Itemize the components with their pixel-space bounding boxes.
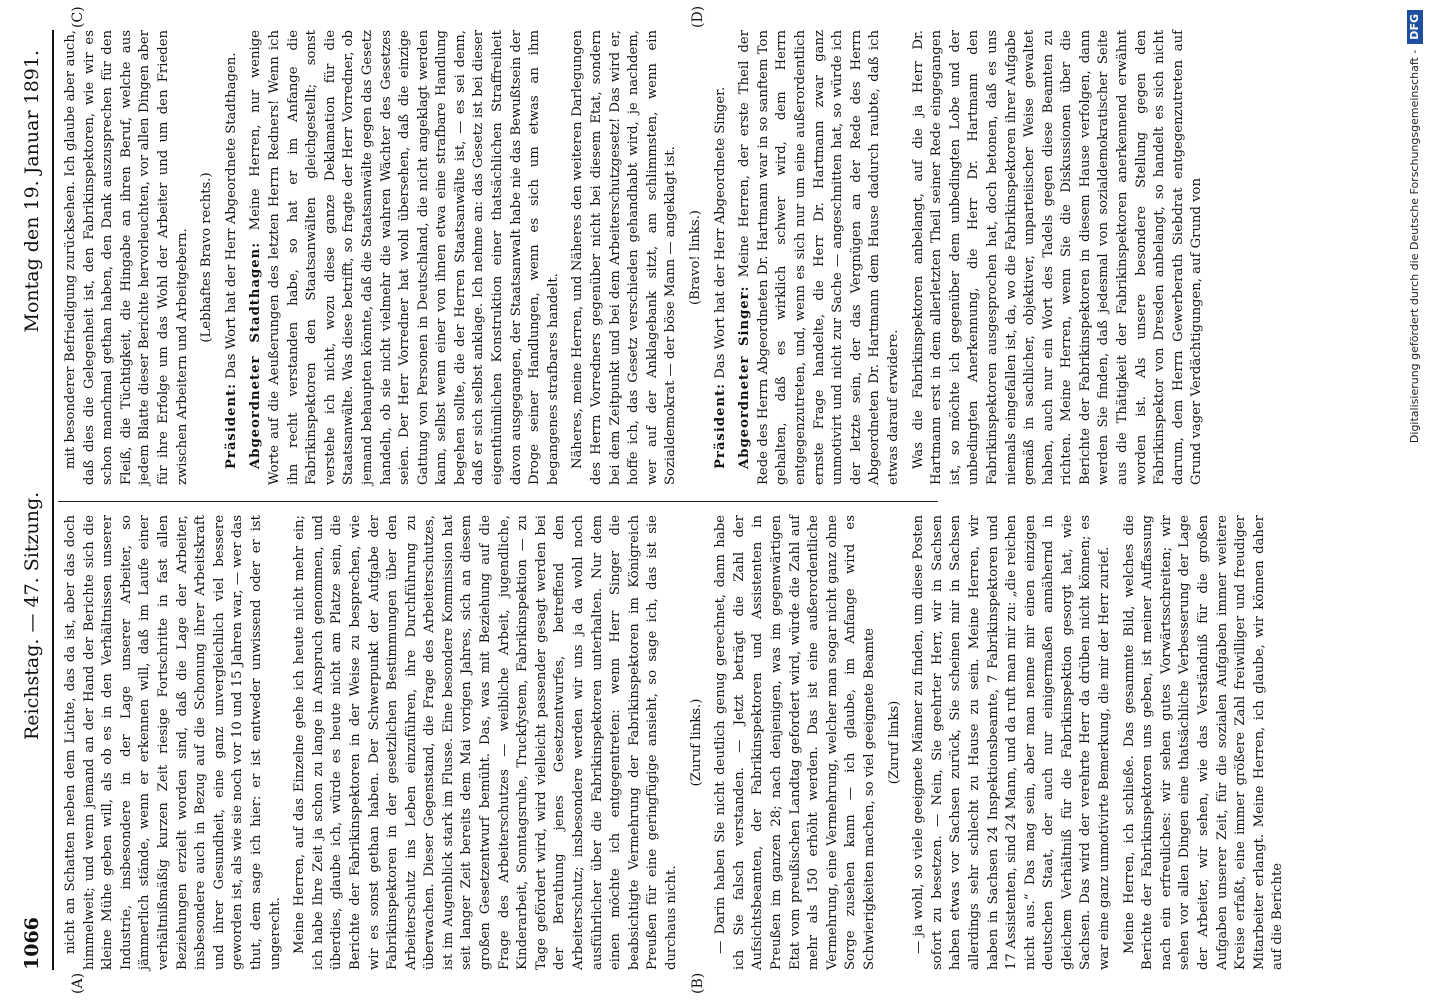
margin-marker-d: (D) [690,5,706,28]
column-divider [58,501,938,502]
paragraph: Näheres, meine Herren, und Näheres den weiteren Darlegungen des Herrn Vorredners gegenüber nicht bei diesem Etat, sondern bei dem Zeitpunkt und bei dem Arbeiterschutzgesetz! Das wird er, hoffe ich, das Gesetz verschieden gehandhabt wird, je nachdem, wer auf der Anklagebank sitzt, am schlimmsten, wenn ein Sozialdemokrat — der böse Mann — angeklagt ist. [570,30,679,485]
digitization-sidebar [1402,10,1428,990]
paragraph: Meine Herren, auf das Einzelne gehe ich heute nicht mehr ein; ich habe Ihre Zeit ja schon zu lange in Anspruch genommen, und überdies, glaube ich, würde es heute nicht am Platze sein, die Berichte der Fabrikinspektoren in der Weise zu besprechen, wie wir es sonst gethan haben. Der Schwerpunkt der Aufgabe der Fabrikinspektoren in der gesetzlichen Bestimmungen über den Arbeiterschutz ins Leben einzuführen, ihre Durchführung zu überwachen. Dieser Gegenstand, die Frage des Arbeiterschutzes, ist im Augenblick stark im Flusse. Eine besondere Kommission hat seit langer Zeit bereits dem Mai vorigen Jahres, sich an diesem großen Gesetzentwurf bemüht. Das, was mit Beziehung auf die Frage des Arbeiterschutzes — weibliche Arbeit, jugendliche, Kinderarbeit, Sonntagsruhe, Truckfystem, Fabrikinspektion — zu Tage gefördert wird, wird vielleicht passender gesagt werden bei der Berathung jenes Gesetzentwurfes, betreffend den Arbeiterschutz; insbesondere werden wir uns ja da wohl noch ausführlicher über die Fabrikinspektoren unterhalten. Nur dem einen möchte ich entgegentreten: wenn Herr Singer die beabsichtigte Vermehrung der Fabrikinspektoren im Königreich Preußen für eine geringfügige ansieht, so sage ich, das ist sie durchaus nicht. [292,515,679,970]
header-rule [52,30,54,970]
dfg-logo: DFG [1407,10,1423,44]
page-number: 1066 [21,917,43,970]
session-date: Montag den 19. Januar 1891. [21,50,43,333]
speaker-paragraph [247,30,563,485]
speech-text: Das Wort hat der Herr Abgeordnete Stadthagen. [223,52,239,379]
paragraph: Was die Fabrikinspektoren anbelangt, auf die ja Herr Dr. Hartmann erst in dem allerletzten Theil seiner Rede eingegangen ist, so möchte ich gegenüber dem unbedingten Lobe und der unbedingten Anerkennung, die Herr Dr. Hartmann den Fabrikinspektoren ausgesprochen hat, doch betonen, daß es uns niemals eingefallen ist, da, wo die Fabrikinspektoren ihrer Aufgabe gemäß in sachlicher, objektiver, unparteiischer Weise gewaltet haben, auch nur ein Wort des Tadels gegen diese Beamten zu richten. Meine Herren, wenn Sie die Diskussionen über die Berichte der Fabrikinspektoren in diesem Hause verfolgen, dann werden Sie finden, daß jedesmal von sozialdemokratischer Seite aus die Thätigkeit der Fabrikinspektoren anerkennend erwähnt worden ist. Als unsere besondere Stellung gegen den Fabrikinspektor von Dresden anbelangt, so handelt es sich nicht darum, dem Herrn Gewerberath Siebdrat entgegenzutreten auf Grund vager Verdächtigungen, auf Grund von [910,30,1205,485]
speaker-label: Abgeordneter Stadthagen: [248,241,264,469]
paragraph: nicht an Schatten neben dem Lichte, das da ist, aber das doch himmelweit; und wenn jemand an der Hand der Berichte sich die kleine Mühe geben will, als ob es in den Verhältnissen unserer Industrie, insbesondere in der Lage unserer Arbeiter, so jämmerlich stände, wenn er erkennen will, daß im Laufe einer verhältnißmäßig kurzen Zeit riesige Fortschritte in fast allen Beziehungen erzielt worden sind, daß die Lage der Arbeiter, insbesondere auch in Bezug auf die Schonung ihrer Arbeitskraft und ihrer Gesundheit, eine ganz unvergleichlich viel bessere geworden ist, als wie sie noch vor 10 und 15 Jahren war, — wer das thut, dem sage ich hier: er ist entweder unwissend oder er ist ungerecht. [63,515,283,970]
speaker-paragraph [736,30,903,485]
speech-text: Das Wort hat der Herr Abgeordnete Singer. [712,86,728,379]
text-column-right [62,30,1205,485]
interjection: (Zuruf links) [886,700,902,785]
paragraph: Meine Herren, ich schließe. Das gesammte Bild, welches die Berichte der Fabrikinspektoren uns geben, ist meiner Auffassung nach ein erfreuliches: wir sehen gutes Vorwärtsschreiten; wir sehen vor allen Dingen eine thatsächliche Verbesserung der Lage der Arbeiter, wir sehen, wie das Verständniß für die großen Aufgaben unserer Zeit, für die sozialen Aufgaben immer weitere Kreise erfaßt, eine immer größere Zahl freiwilliger und freudiger Mitarbeiter erlangt. Meine Herren, ich glaube, wir können daher auf die Berichte [1121,515,1286,970]
text-column-left [62,515,1286,970]
paragraph: mit besonderer Befriedigung zurücksehen. Ich glaube aber auch, daß dies die Gelegenheit ist, den Fabrikinspektoren, wie wir es schon manchmal gethan haben, den Dank auszusprechen für den Fleiß, die Tüchtigkeit, die Hingabe an ihren Beruf, welche aus jedem Blatte dieser Berichte hervorleuchten, vor allen Dingen aber für ihre Erfolge um das Wohl der Arbeiter und um den Frieden zwischen Arbeitern und Arbeitgebern. [63,30,190,485]
session-title: Reichstag. — 47. Sitzung. [21,491,43,740]
interjection: (Lebhaftes Bravo rechts.) [199,172,215,343]
speaker-label: Präsident: [712,382,728,469]
page-header [12,30,52,970]
speaker-label: Präsident: [223,382,239,469]
credit-text: Digitalisierung gefördert durch die Deutsche Forschungsgemeinschaft - [1408,49,1421,444]
speech-text: Meine Herren, nur wenige Worte auf die Aeußerungen des letzten Herrn Redners! Wenn ich ihn recht verstanden habe, so hat er im Anfange die Fabrikinspektoren den Staatsanwälten gleichgestellt; sonst verstehe ich nicht, wozu diese ganze Deklamation für die Staatsanwälte. Was diese betrifft, so fragte der Herr Vorredner, ob jemand behaupten könnte, daß die Staatsanwälte gegen das Gesetz handeln, ob sie nicht vielmehr die wahren Wächter des Gesetzes seien. Der Herr Vorredner hat wohl übersehen, daß die einzige Gattung von Personen in Deutschland, die nicht angeklagt werden kann, selbst wenn einer von ihnen etwa eine strafbare Handlung begehen sollte, die der Herren Staatsanwälte ist, — es sei denn, daß er sich selbst anklage. Ich nehme an: das Gesetz ist bei dieser eigenthümlichen Konstruktion einer thatsächlichen Straffreiheit davon ausgegangen, der Staatsanwalt habe nie das Bewußtsein der Droge seiner Handlungen, wenn es sich um etwas an ihm begangenes strafbares handelt. [248,30,561,485]
speaker-label: Abgeordneter Singer: [737,285,753,469]
speaker-paragraph [712,30,731,485]
paragraph: — ja wohl, so viele geeignete Männer zu finden, um diese Posten sofort zu besetzen. — Nein, Sie geehrter Herr, wir in Sachsen haben etwas vor Sachsen zurück, Sie scheinen mir in Sachsen allerdings sehr schlecht zu Hause zu sein. Meine Herren, wir haben in Sachsen 24 Inspektionsbeamte, 7 Fabrikinspektoren und 17 Assistenten, sind 24 Mann, und da ruft man mir zu: „die reichen nicht aus.“ Das mag sein, aber man nenne mir einen einzigen deutschen Staat, der auch nur einigermaßen annähernd in gleichem Verhältniß für die Fabrikinspektion gesorgt hat, wie Sachsen. Das wird der verehrte Herr da drüben nicht können; es war eine ganz unmotivirte Bemerkung, die mir der Herr zurief. [911,515,1113,970]
interjection: (Bravo! links.) [688,210,703,305]
margin-marker-b: (B) [690,972,706,994]
margin-marker-c: (C) [70,6,86,28]
speech-text: Meine Herren, der erste Theil der Rede des Herrn Abgeordneten Dr. Hartmann war in so sanftem Ton gehalten, daß es wirklich schwer wird, dem Herrn entgegenzutreten, und, wenn es sich nur um eine außerordentlich ernste Frage handelte, die Herr Dr. Hartmann zwar ganz unmotivirt und nicht zur Sache — angeschnitten hat, so würde ich der letzte sein, der das Vergnügen an der Rede des Herrn Abgeordneten Dr. Hartmann dem Hause dadurch raubte, daß ich etwas darauf erwidere. [737,30,901,485]
digitization-credit [1402,10,1428,990]
paragraph: — Darin haben Sie nicht deutlich genug gerechnet, dann habe ich Sie falsch verstanden. — Jetzt beträgt die Zahl der Aufsichtsbeamten, der Fabrikinspektoren und Assistenten in Preußen im ganzen 28; nach denjenigen, was im gegenwärtigen Etat vom preußischen Landtag gefordert wird, würde die Zahl auf mehr als 150 erhöht werden. Das ist eine außerordentliche Vermehrung, eine Vermehrung, welcher man sogar nicht ganz ohne Sorge zusehen kann — ich glaube, im Anfange wird es Schwierigkeiten machen, so viel geeignete Beamte [713,515,877,970]
interjection: (Zuruf links.) [688,698,704,787]
speaker-paragraph [223,30,242,485]
margin-marker-a: (A) [70,972,86,994]
